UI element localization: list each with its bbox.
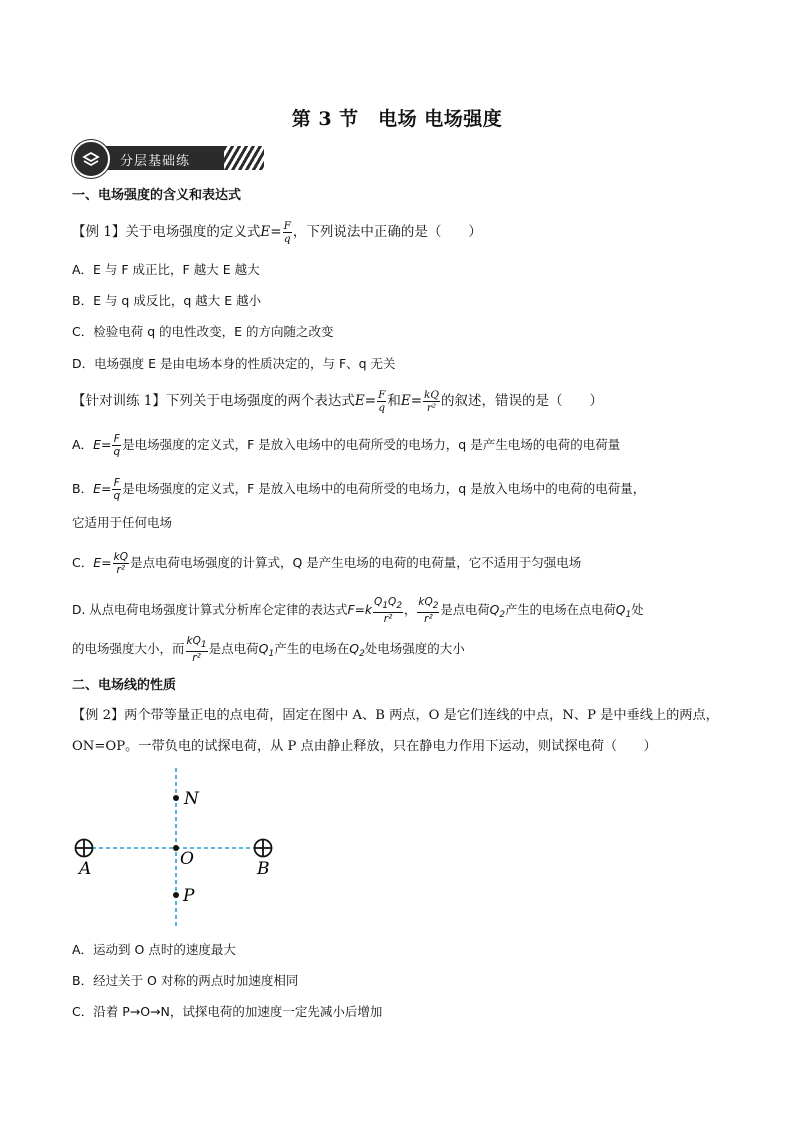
- train1-option-c: C．E= $\frac{kQ}{\text{r²}}$ 是点电荷电场强度的计算式，Q 是产生电场的电荷的电荷量，它不适用于匀强电场: [72, 551, 582, 576]
- ex2-line1: 【例 2】两个带等量正电的点电荷，固定在图中 A、B 两点，O 是它们连线的中点，N、P 是中垂线上的两点，: [72, 708, 719, 723]
- train1-mid: 和: [387, 393, 401, 409]
- label-a: A: [79, 859, 92, 879]
- train1-prefix: 【针对训练 1】下列关于电场强度的两个表达式: [72, 393, 355, 409]
- option-text: 产生的电场在点电荷: [505, 603, 616, 617]
- option-label: C．: [72, 555, 94, 570]
- label-b: B: [257, 859, 270, 879]
- label-n: N: [184, 789, 199, 809]
- point-n: [173, 795, 179, 801]
- point-o: [173, 845, 179, 851]
- option-text: 是点电荷: [440, 603, 490, 617]
- banner-badge: [72, 140, 110, 178]
- label-p: P: [183, 886, 195, 906]
- train1-suffix: 的叙述，错误的是（ ）: [441, 393, 604, 409]
- train1-option-a: A．E= $\frac{F}{q}$ 是电场强度的定义式，F 是放入电场中的电荷所受的电场力，q 是产生电场的电荷的电荷量: [72, 433, 621, 458]
- train1-option-b: B．E= $\frac{F}{q}$ 是电场强度的定义式，F 是放入电场中的电荷所受的电场力，q 是放入电场中的电荷的电荷量，: [72, 477, 646, 502]
- option-text: 产生的电场在: [274, 641, 350, 656]
- option-text: 是电场强度的定义式，F 是放入电场中的电荷所受的电场力，q 是产生电场的电荷的电荷量: [122, 437, 621, 452]
- train1-option-d-cont: 的电场强度大小，而 $\frac{kQ1}{\text{r²}}$ 是点电荷$Q_1$产生的电场在$Q_2$处电场强度的大小: [72, 635, 465, 664]
- charge-diagram: [70, 766, 290, 932]
- train1-question: 【针对训练 1】下列关于电场强度的两个表达式E= $\frac{F}{q}$ 和E= $\frac{kQ}{\text{r²}}$ 的叙述，错误的是（ ）: [72, 389, 604, 414]
- ex2-line2: ON=OP。一带负电的试探电荷，从 P 点由静止释放，只在静电力作用下运动，则试探电荷（ ）: [72, 739, 657, 754]
- banner-label: 分层基础练: [120, 154, 191, 169]
- page-title: 第 3 节 电场 电场强度: [291, 108, 503, 130]
- charge-a: [76, 840, 93, 857]
- option-text: 是电场强度的定义式，F 是放入电场中的电荷所受的电场力，q 是放入电场中的电荷的电荷量，: [122, 481, 646, 496]
- option-text: 处: [631, 603, 644, 617]
- section-banner: [72, 140, 264, 176]
- ex2-option-c: C．沿着 P→O→N，试探电荷的加速度一定先减小后增加: [72, 1004, 383, 1019]
- layers-icon: [81, 149, 101, 169]
- ex1-prefix: 【例 1】关于电场强度的定义式: [72, 224, 261, 240]
- banner-stripes: [224, 146, 264, 170]
- ex1-option-d: D．电场强度 E 是由电场本身的性质决定的，与 F、q 无关: [72, 356, 396, 371]
- ex2-option-b: B．经过关于 O 对称的两点时加速度相同: [72, 973, 299, 988]
- ex1-option-c: C．检验电荷 q 的电性改变，E 的方向随之改变: [72, 324, 334, 339]
- example1-question: 【例 1】关于电场强度的定义式E= $\frac{F}{q}$ ，下列说法中正确的是（ ）: [72, 220, 482, 245]
- option-text: 的电场强度大小，而: [72, 641, 185, 656]
- option-label: B．: [72, 481, 94, 496]
- train1-option-b-cont: 它适用于任何电场: [72, 515, 173, 530]
- option-text: 处电场强度的大小: [364, 641, 465, 656]
- option-label: A．: [72, 437, 94, 452]
- option-text: D. 从点电荷电场强度计算式分析库仑定律的表达式: [72, 603, 348, 617]
- ex1-suffix: ，下列说法中正确的是（ ）: [292, 224, 482, 240]
- ex1-option-b: B．E 与 q 成反比，q 越大 E 越小: [72, 293, 262, 308]
- label-o: O: [180, 849, 194, 869]
- option-text: 是点电荷: [208, 641, 259, 656]
- option-text: 是点电荷电场强度的计算式，Q 是产生电场的电荷的电荷量，它不适用于匀强电场: [129, 555, 582, 570]
- section1-heading: 一、电场强度的含义和表达式: [72, 188, 242, 203]
- section2-heading: 二、电场线的性质: [72, 678, 177, 693]
- train1-option-d: D. 从点电荷电场强度计算式分析库仑定律的表达式F=k $\frac{Q1Q2}{\text{r²}}$ ， $\frac{kQ2}{\text{r²}}$ 是点电荷$Q_2$产生的电场在点电荷$Q_1$处: [72, 596, 644, 625]
- charge-b: [255, 840, 272, 857]
- point-p: [173, 892, 179, 898]
- ex1-option-a: A．E 与 F 成正比，F 越大 E 越大: [72, 262, 260, 277]
- ex2-option-a: A．运动到 O 点时的速度最大: [72, 942, 236, 957]
